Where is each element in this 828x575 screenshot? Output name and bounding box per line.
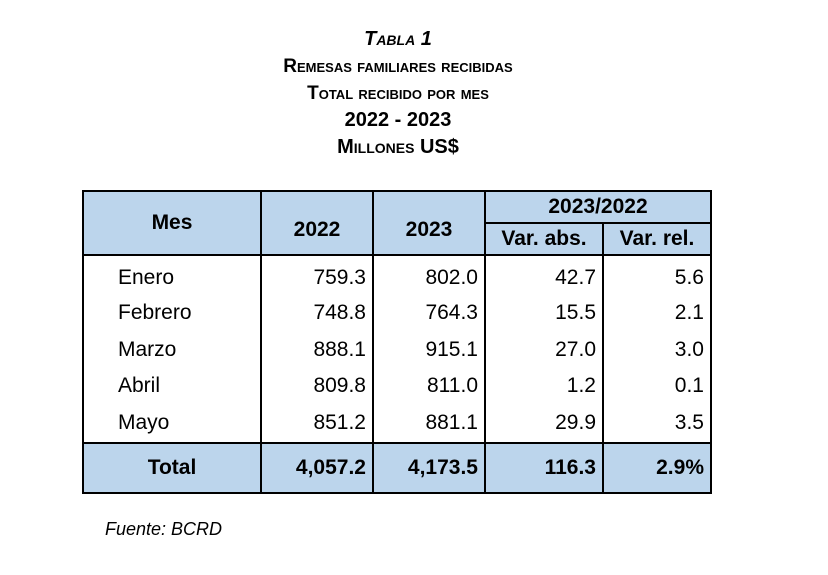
cell-var-rel: 0.1: [603, 368, 711, 405]
table-title-block: [0, 26, 796, 161]
table-row: [83, 368, 711, 405]
header-2023: 2023: [373, 191, 485, 255]
header-2022: 2022: [261, 191, 373, 255]
total-var-rel: 2.9%: [603, 443, 711, 493]
total-row: [83, 443, 711, 493]
table-row: [83, 295, 711, 332]
total-2022: 4,057.2: [261, 443, 373, 493]
cell-var-rel: 5.6: [603, 255, 711, 295]
table-period: 2022 - 2023: [344, 109, 452, 131]
cell-var-abs: 15.5: [485, 295, 603, 332]
cell-2023: 764.3: [373, 295, 485, 332]
cell-2023: 881.1: [373, 405, 485, 443]
cell-2022: 748.8: [261, 295, 373, 332]
table-row: [83, 255, 711, 295]
cell-var-abs: 29.9: [485, 405, 603, 443]
header-comparison: 2023/2022: [485, 191, 711, 223]
cell-var-abs: 1.2: [485, 368, 603, 405]
cell-var-abs: 27.0: [485, 332, 603, 369]
table-units: Millones US$: [337, 136, 459, 158]
total-label: Total: [83, 443, 261, 493]
total-2023: 4,173.5: [373, 443, 485, 493]
cell-mes: Marzo: [83, 332, 261, 369]
cell-2022: 888.1: [261, 332, 373, 369]
cell-mes: Enero: [83, 255, 261, 295]
header-var-rel: Var. rel.: [603, 223, 711, 255]
cell-mes: Febrero: [83, 295, 261, 332]
table-row: [83, 332, 711, 369]
cell-2023: 915.1: [373, 332, 485, 369]
header-var-abs: Var. abs.: [485, 223, 603, 255]
cell-2022: 851.2: [261, 405, 373, 443]
table-row: [83, 405, 711, 443]
cell-2023: 802.0: [373, 255, 485, 295]
cell-mes: Abril: [83, 368, 261, 405]
cell-2023: 811.0: [373, 368, 485, 405]
cell-var-rel: 2.1: [603, 295, 711, 332]
header-mes: Mes: [83, 191, 261, 255]
cell-var-abs: 42.7: [485, 255, 603, 295]
table-title: Remesas familiares recibidas: [283, 56, 513, 77]
table-subtitle: Total recibido por mes: [307, 83, 489, 104]
source-note: Fuente: BCRD: [105, 519, 223, 539]
cell-2022: 809.8: [261, 368, 373, 405]
total-var-abs: 116.3: [485, 443, 603, 493]
cell-mes: Mayo: [83, 405, 261, 443]
cell-var-rel: 3.5: [603, 405, 711, 443]
cell-2022: 759.3: [261, 255, 373, 295]
table-number: Tabla 1: [364, 28, 432, 50]
cell-var-rel: 3.0: [603, 332, 711, 369]
remittances-table: [82, 190, 712, 494]
